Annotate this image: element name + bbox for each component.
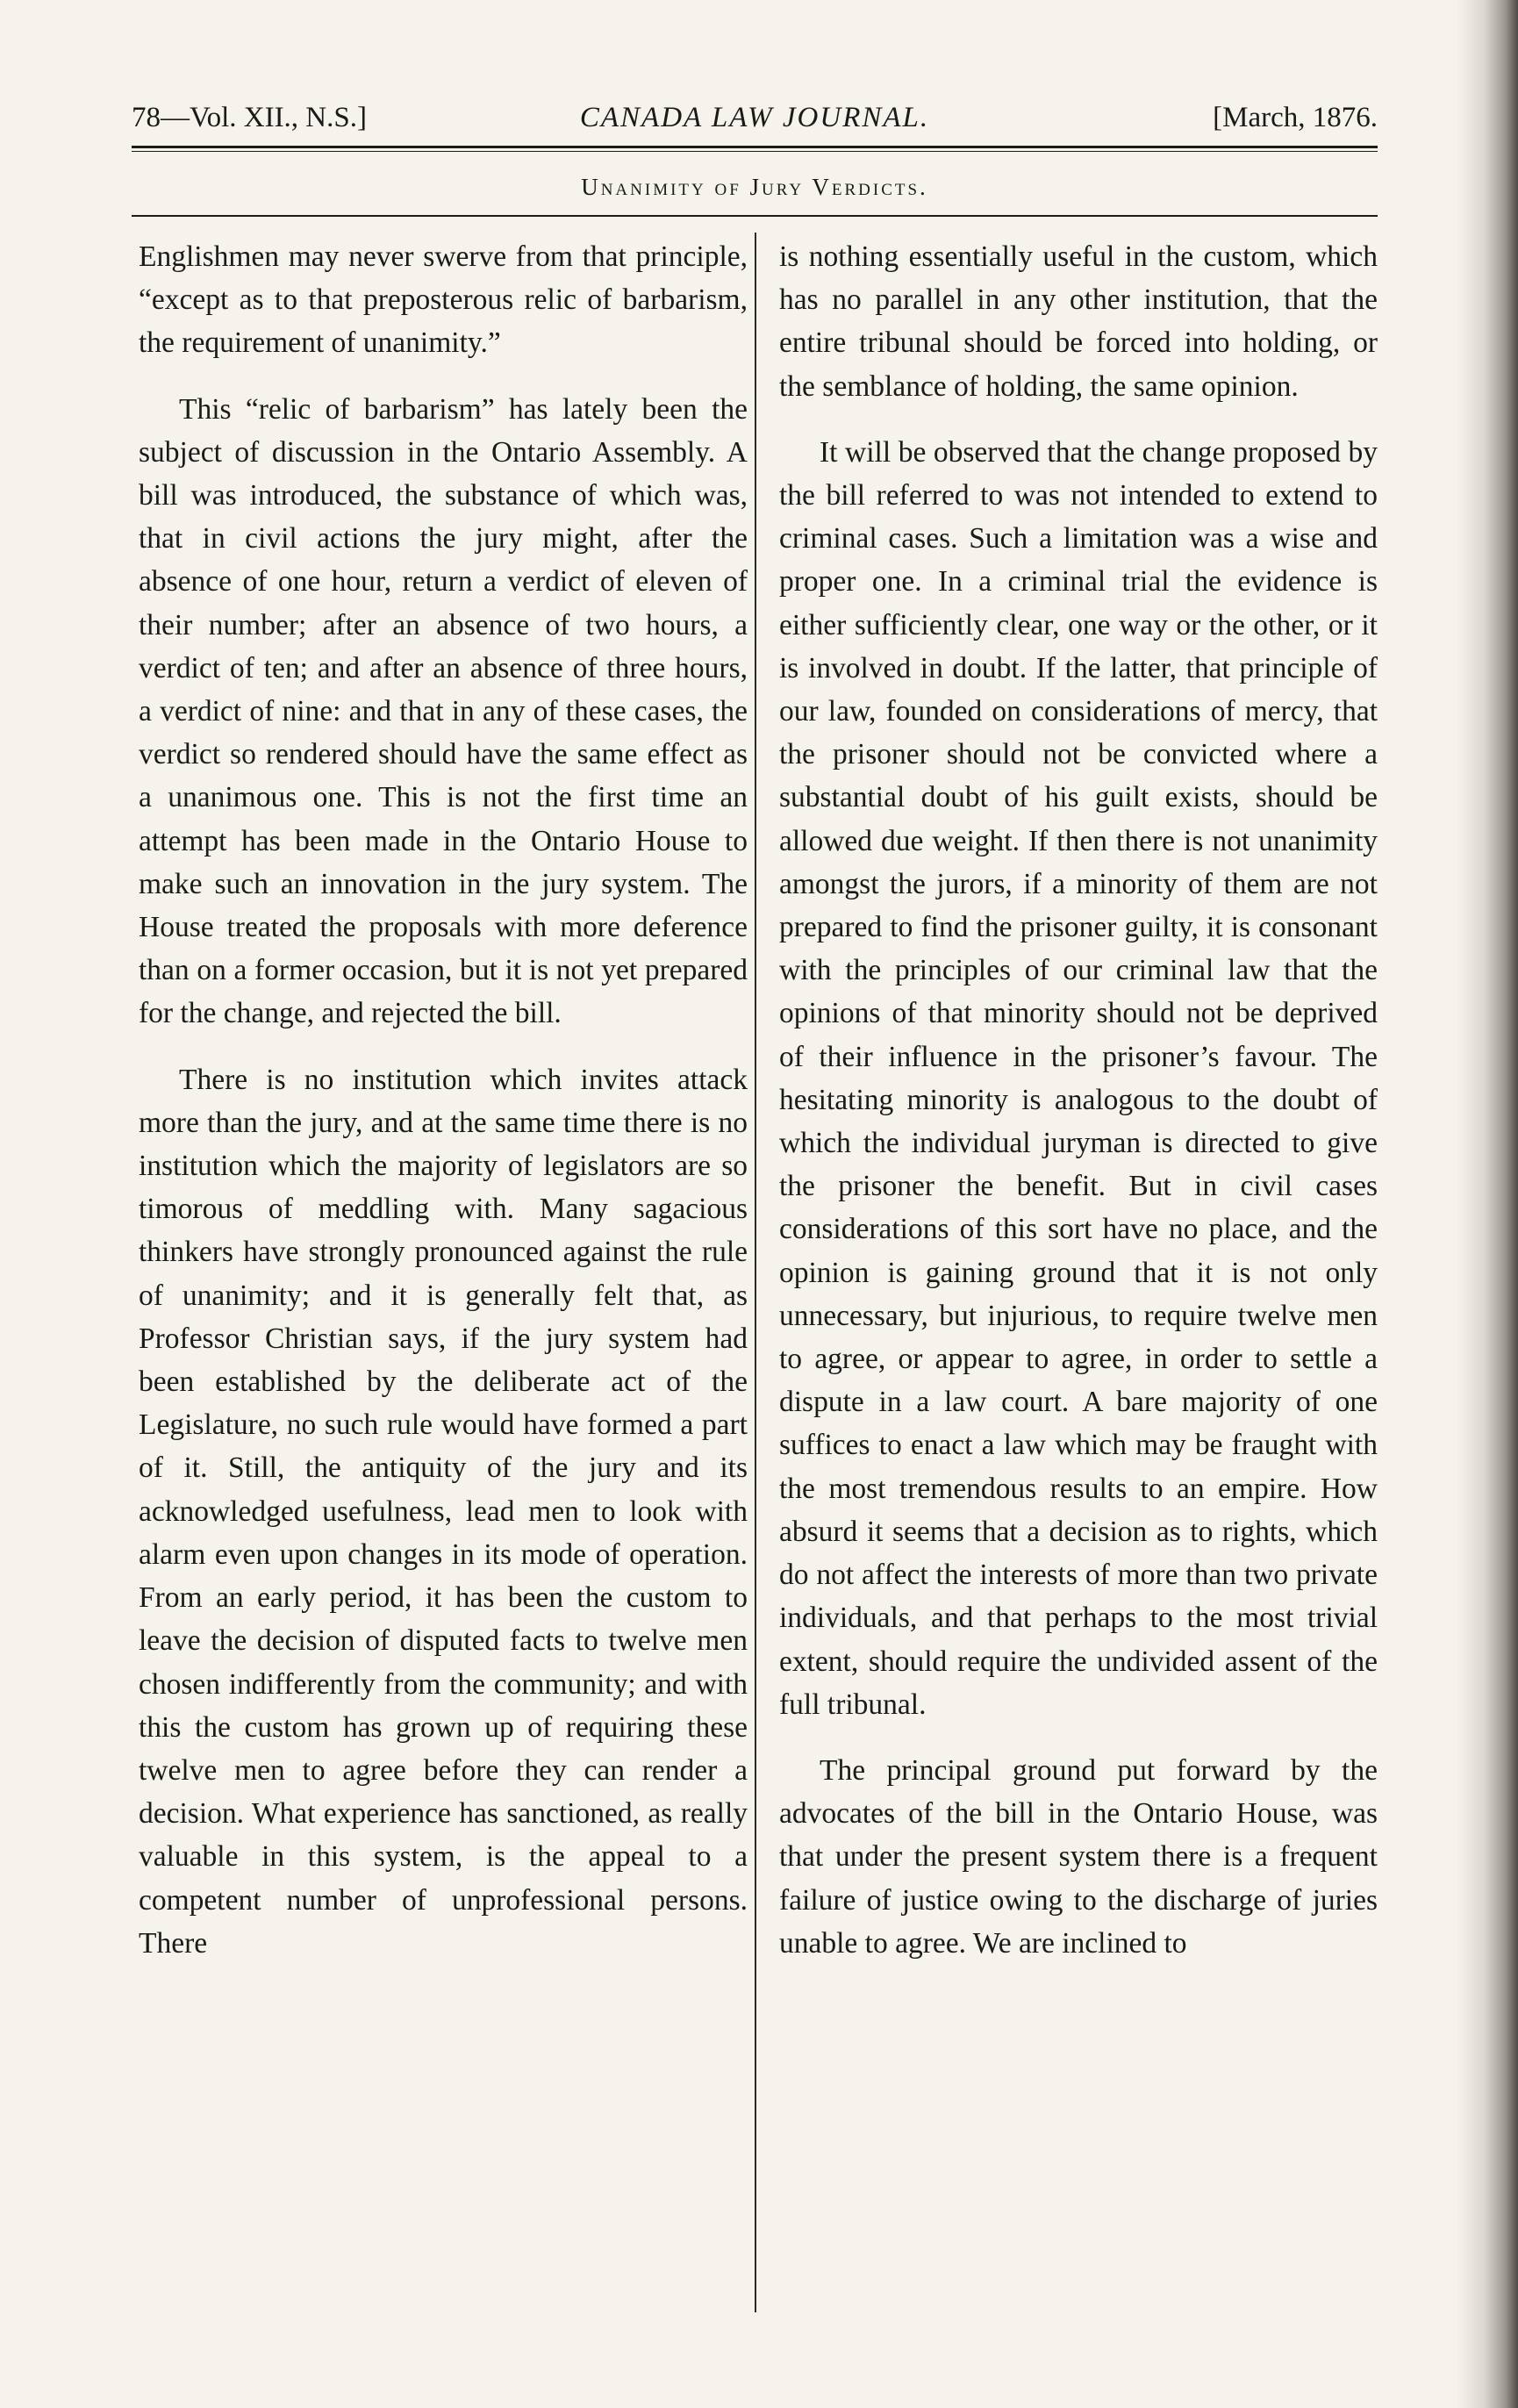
paragraph: The principal ground put forward by the advocates of the bill in the Ontario House, was that under the present system there is a frequent failure of justice owing to the discharge of juries unable to agree. We are inclined to [779, 1753, 1378, 1960]
page-edge-shadow [1457, 0, 1518, 2408]
column-divider [755, 233, 756, 2312]
running-title: Unanimity of Jury Verdicts. [581, 174, 928, 200]
paragraph: It will be observed that the change proposed by the bill referred to was not intended to extend to criminal cases. Such a limitation was a wise and proper one. In a criminal trial the evidence is either sufficiently clear, one way or the other, or it is involved in doubt. If the latter, that principle of our law, founded on considerations of mercy, that the prisoner should not be convicted where a substantial doubt of his guilt exists, should be allowed due weight. If then there is not unanimity amongst the jurors, if a minority of them are not prepared to find the prisoner guilty, it is consonant with the principles of our criminal law that the opinions of that minority should not be deprived of their influence in the prisoner’s favour. The hesitating minority is analogous to the doubt of which the individual juryman is directed to give the prisoner the benefit. But in civil cases considerations of this sort have no place, and the opinion is gaining ground that it is not only unnecessary, but injurious, to require twelve men to agree, or appear to agree, in order to settle a dispute in a law court. A bare majority of one suffices to enact a law which may be fraught with the most tremendous results to an empire. How absurd it seems that a decision as to rights, which do not affect the interests of more than two private individuals, and that perhaps to the most trivial extent, should require the undivided assent of the full tribunal. [779, 435, 1378, 1721]
header-rule-thin [132, 151, 1378, 152]
left-column [139, 235, 748, 1988]
paragraph: There is no institution which invites attack more than the jury, and at the same time there is no institution which the majority of legislators are so timorous of meddling with. Many sagacious thinkers have strongly pronounced against the rule of unanimity; and it is generally felt that, as Professor Christian says, if the jury system had been established by the deliberate act of the Legislature, no such rule would have formed a part of it. Still, the antiquity of the jury and its acknowledged usefulness, lead men to look with alarm even upon changes in its mode of operation. From an early period, it has been the custom to leave the decision of disputed facts to twelve men chosen indifferently from the community; and with this the custom has grown up of requiring these twelve men to agree before they can render a decision. What experience has sanctioned, as really valuable in this system, is the appeal to a competent number of unprofessional persons. There [139, 1063, 748, 1960]
header-rule-thick [132, 146, 1378, 148]
header-volume: 78—Vol. XII., N.S.] [132, 102, 367, 133]
paragraph: Englishmen may never swerve from that principle, “except as to that preposterous relic of barbarism, the requirement of unanimity.” [139, 240, 748, 360]
page-header [132, 95, 1378, 147]
paragraph: This “relic of barbarism” has lately been the subject of discussion in the Ontario Assembly. A bill was introduced, the substance of which was, that in civil actions the jury might, after the absence of one hour, return a verdict of eleven of their number; after an absence of two hours, a verdict of ten; and after an absence of three hours, a verdict of nine: and that in any of these cases, the verdict so rendered should have the same effect as a unanimous one. This is not the first time an attempt has been made in the Ontario House to make such an innovation in the jury system. The House treated the proposals with more deference than on a former occasion, but it is not yet prepared for the change, and rejected the bill. [139, 392, 748, 1030]
right-column [779, 235, 1378, 1988]
paragraph: is nothing essentially useful in the custom, which has no parallel in any other institution, that the entire tribunal should be forced into holding, or the semblance of holding, the same opinion. [779, 240, 1378, 403]
title-rule [132, 215, 1378, 217]
header-journal-title: CANADA LAW JOURNAL. [579, 102, 930, 133]
header-date: [March, 1876. [1213, 102, 1378, 133]
